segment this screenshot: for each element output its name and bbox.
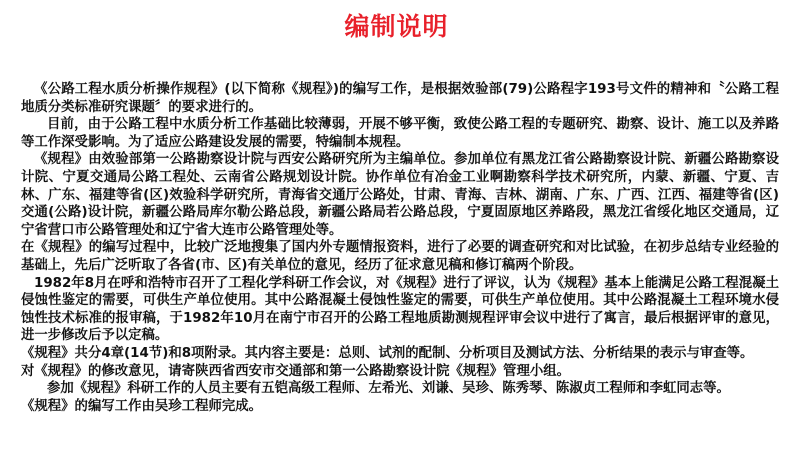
paragraph-feedback: 对《规程》的修改意见，请寄陕西省西安市交通部和第一公路勘察设计院《规程》管理小组。 (21, 363, 571, 379)
paragraph-units: 《规程》由效验部第一公路勘察设计院与西安公路研究所为主编单位。参加单位有黑龙江省公路勘察设计院、新疆公路勘察设计院、宁夏交通局公路工程处、云南省公路规划设计院。协作单位有冶金工业啊勘察科学技术研究所，内蒙、新疆、宁夏、吉林、广东、福建等省(区)效验科学研究所，青海省交通厅公路处，甘肃、青海、吉林、湖南、广东、广西、江西、福建等省(区)交通(公路)设计院，新疆公路局库尔勒公路总段，新疆公路局若公路总段，宁夏固原地区养路段，黑龙江省绥化地区交通局，辽宁省营口市公路管理处和辽宁省大连市公路管理处等。 (21, 152, 779, 238)
paragraph-background: 目前，由于公路工程中水质分析工作基础比较薄弱，开展不够平衡，致使公路工程的专题研究、勘察、设计、施工以及养路等工作深受影响。为了适应公路建设发展的需要，特编制本规程。 (21, 117, 779, 150)
paragraph-process: 在《规程》的编写过程中，比较广泛地搜集了国内外专题情报资料，进行了必要的调查研究和对比试验，在初步总结专业经验的基础上，先后广泛听取了各省(市、区)有关单位的意见，经历了征求意见稿和修订稿两个阶段。 (21, 240, 779, 273)
paragraph-intro: 《公路工程水质分析操作规程》(以下简称《规程》)的编写工作，是根据效验部(79)公路程字193号文件的精神和〝公路工程地质分类标准研究课题〞的要求进行的。 (21, 82, 779, 115)
page-title: 编制说明 (344, 12, 449, 41)
document-body (21, 81, 779, 415)
paragraph-author: 《规程》的编写工作由吴珍工程师完成。 (21, 398, 263, 414)
paragraph-staff: 参加《规程》科研工作的人员主要有五铠高级工程师、左希光、刘谦、吴珍、陈秀琴、陈淑贞工程师和李虹同志等。 (47, 381, 730, 397)
paragraph-contents: 《规程》共分4章(14节)和8项附录。其内容主要是：总则、试剂的配制、分析项目及测试方法、分析结果的表示与审查等。 (21, 345, 754, 361)
paragraph-review: 1982年8月在呼和浩特市召开了工程化学科研工作会议，对《规程》进行了评议，认为《规程》基本上能满足公路工程混凝土侵蚀性鉴定的需要，可供生产单位使用。其中公路混凝土侵蚀性鉴定的需要，可供生产单位使用。其中公路混凝土工程环境水侵蚀性技术标准的报审稿，于1982年10月在南宁市召开的公路工程地质勘测规程评审会议中进行了寓言，最后根据评审的意见，进一步修改后予以定稿。 (21, 275, 779, 344)
